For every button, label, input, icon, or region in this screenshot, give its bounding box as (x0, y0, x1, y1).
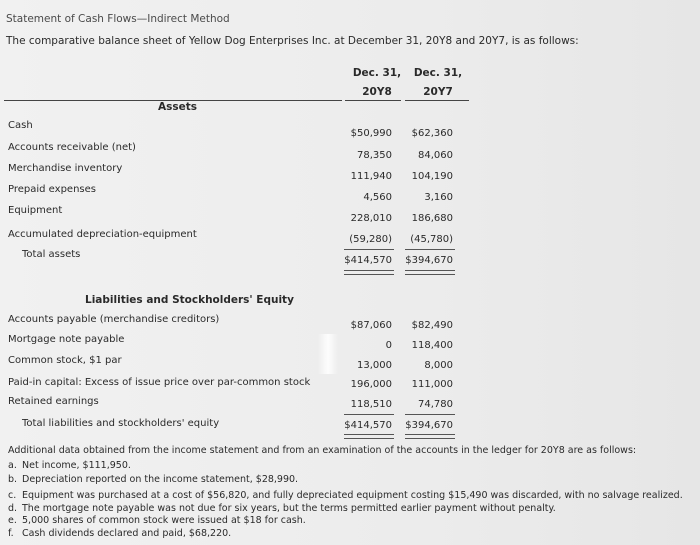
asset-subtotal-rule-20y7 (405, 249, 455, 250)
liability-value-20y8: 196,000 (350, 379, 392, 390)
asset-value-20y7: 104,190 (411, 171, 453, 182)
liability-value-20y7: 8,000 (424, 360, 453, 371)
asset-total-double-rule-20y8 (344, 270, 394, 275)
asset-value-20y8: 78,350 (357, 150, 392, 161)
equity-label-common-stock: Common stock, $1 par (8, 355, 122, 366)
asset-value-20y7: 186,680 (411, 213, 453, 224)
liability-value-20y8: $87,060 (350, 320, 392, 331)
assets-heading: Assets (158, 101, 198, 113)
header-rule-20y7 (405, 100, 469, 101)
liability-label-accounts-payable: Accounts payable (merchandise creditors) (8, 314, 220, 325)
asset-value-20y8: $50,990 (350, 128, 392, 139)
note-e: e. 5,000 shares of common stock were issued at $18 for cash. (8, 515, 306, 526)
liabilities-equity-total-20y7: $394,670 (405, 420, 453, 431)
asset-total-20y7: $394,670 (405, 255, 453, 266)
liability-value-20y8: 13,000 (357, 360, 392, 371)
note-f: f. Cash dividends declared and paid, $68,220. (8, 528, 232, 539)
liability-subtotal-rule-20y8 (344, 414, 394, 415)
asset-subtotal-rule-20y8 (344, 249, 394, 250)
liabilities-equity-total-label: Total liabilities and stockholders' equity (22, 418, 220, 429)
col-header-20y8: Dec. 31, 20Y8 (352, 67, 402, 98)
liability-total-double-rule-20y8 (344, 434, 394, 439)
liabilities-equity-total-20y8: $414,570 (344, 420, 392, 431)
equity-label-paid-in-capital: Paid-in capital: Excess of issue price over par-common stock (8, 377, 311, 388)
asset-total-20y8: $414,570 (344, 255, 392, 266)
asset-value-20y7: (45,780) (410, 234, 453, 245)
asset-value-20y8: 111,940 (350, 171, 392, 182)
asset-label-equipment: Equipment (8, 205, 63, 216)
liability-value-20y7: 118,400 (411, 340, 453, 351)
col-header-20y7: Dec. 31, 20Y7 (413, 67, 463, 98)
liabilities-heading: Liabilities and Stockholders' Equity (85, 294, 294, 306)
screen-glare (318, 334, 338, 374)
equity-label-retained-earnings: Retained earnings (8, 396, 99, 407)
asset-value-20y7: 84,060 (418, 150, 453, 161)
asset-label-accumulated-depreciation: Accumulated depreciation-equipment (8, 229, 197, 240)
asset-label-total: Total assets (22, 249, 81, 260)
liability-label-mortgage-note: Mortgage note payable (8, 334, 125, 345)
asset-value-20y8: 4,560 (363, 192, 392, 203)
liability-value-20y8: 0 (385, 340, 392, 351)
asset-label-cash: Cash (8, 120, 33, 131)
liability-value-20y7: $82,490 (411, 320, 453, 331)
asset-label-accounts-receivable: Accounts receivable (net) (8, 142, 136, 153)
liability-total-double-rule-20y7 (405, 434, 455, 439)
asset-label-merchandise-inventory: Merchandise inventory (8, 163, 123, 174)
intro-text: The comparative balance sheet of Yellow Dog Enterprises Inc. at December 31, 20Y8 and 20Y7, is as follows: (6, 35, 579, 47)
asset-label-prepaid-expenses: Prepaid expenses (8, 184, 96, 195)
page-title: Statement of Cash Flows—Indirect Method (6, 13, 230, 25)
liability-subtotal-rule-20y7 (405, 414, 455, 415)
note-b: b. Depreciation reported on the income statement, $28,990. (8, 474, 299, 485)
liability-value-20y8: 118,510 (350, 399, 392, 410)
note-d: d. The mortgage note payable was not due for six years, but the terms permitted earlier payment without penalty. (8, 503, 556, 514)
liability-value-20y7: 111,000 (411, 379, 453, 390)
note-c: c. Equipment was purchased at a cost of $56,820, and fully depreciated equipment costing $15,490 was discarded, with no salvage realized. (8, 490, 683, 501)
asset-value-20y8: 228,010 (350, 213, 392, 224)
asset-value-20y7: $62,360 (411, 128, 453, 139)
header-rule-20y8 (345, 100, 401, 101)
additional-data-intro: Additional data obtained from the income statement and from an examination of the accounts in the ledger for 20Y8 are as follows: (8, 445, 637, 456)
note-a: a. Net income, $111,950. (8, 460, 131, 471)
liability-value-20y7: 74,780 (418, 399, 453, 410)
asset-value-20y8: (59,280) (349, 234, 392, 245)
asset-total-double-rule-20y7 (405, 270, 455, 275)
asset-value-20y7: 3,160 (424, 192, 453, 203)
